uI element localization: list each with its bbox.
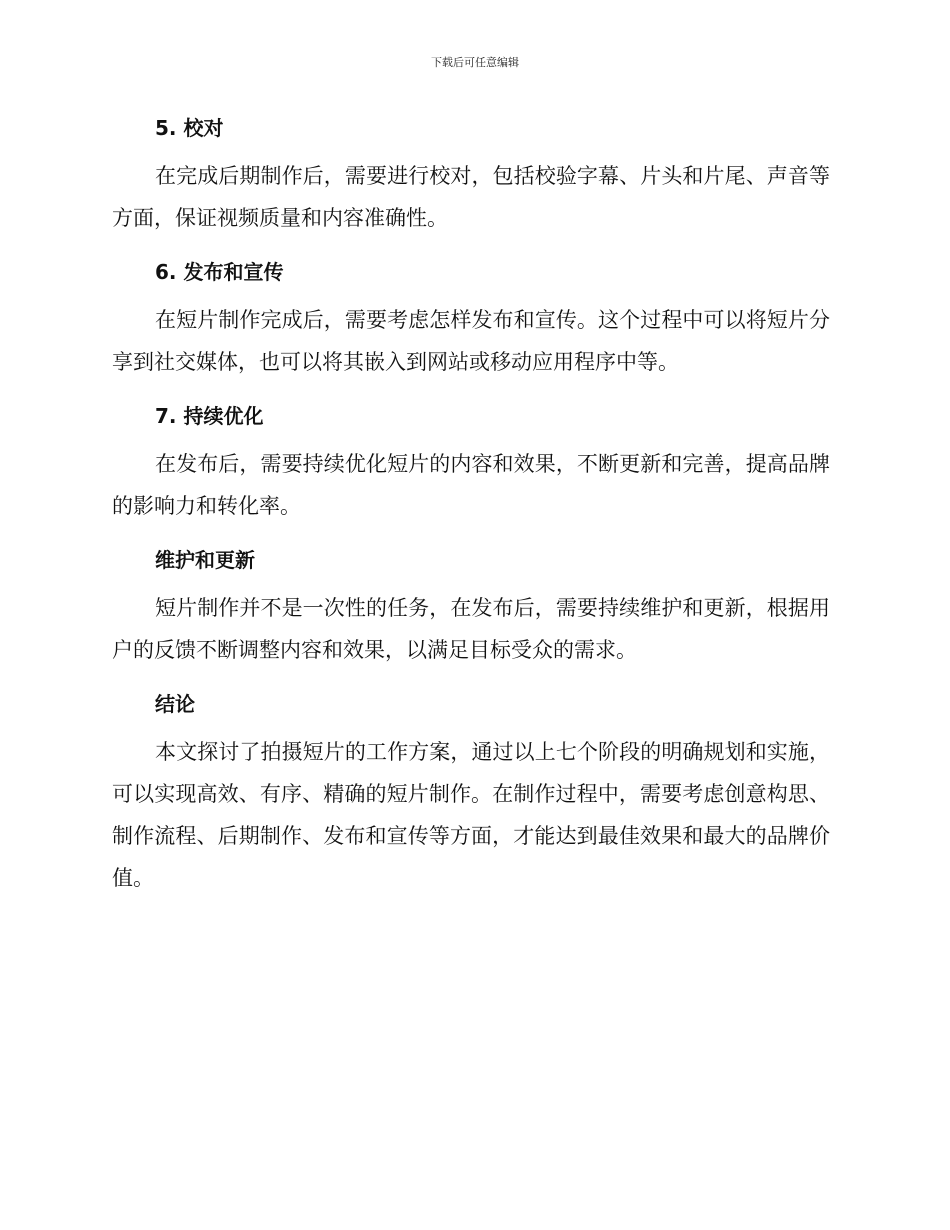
section-heading: 6. 发布和宣传 [155, 260, 284, 284]
section-paragraph: 本文探讨了拍摄短片的工作方案，通过以上七个阶段的明确规划和实施，可以实现高效、有序、精确的短片制作。在制作过程中，需要考虑创意构思、制作流程、后期制作、发布和宣传等方面，才能达到最佳效果和最大的品牌价值。 [112, 740, 830, 890]
section-paragraph: 在发布后，需要持续优化短片的内容和效果，不断更新和完善，提高品牌的影响力和转化率。 [112, 452, 830, 518]
section-continuous-optimization [112, 396, 830, 527]
section-publish-promote [112, 252, 830, 383]
document-body [112, 108, 830, 912]
section-conclusion [112, 684, 830, 899]
section-heading: 维护和更新 [155, 548, 255, 572]
section-paragraph: 在完成后期制作后，需要进行校对，包括校验字幕、片头和片尾、声音等方面，保证视频质量和内容准确性。 [112, 164, 830, 230]
header-note: 下载后可任意编辑 [431, 56, 519, 69]
section-heading: 7. 持续优化 [155, 404, 264, 428]
section-heading: 结论 [155, 692, 195, 716]
section-proofreading [112, 108, 830, 239]
section-paragraph: 短片制作并不是一次性的任务，在发布后，需要持续维护和更新，根据用户的反馈不断调整内容和效果，以满足目标受众的需求。 [112, 596, 830, 662]
section-heading: 5. 校对 [155, 116, 224, 140]
section-paragraph: 在短片制作完成后，需要考虑怎样发布和宣传。这个过程中可以将短片分享到社交媒体，也可以将其嵌入到网站或移动应用程序中等。 [112, 308, 830, 374]
section-maintenance-update [112, 540, 830, 671]
